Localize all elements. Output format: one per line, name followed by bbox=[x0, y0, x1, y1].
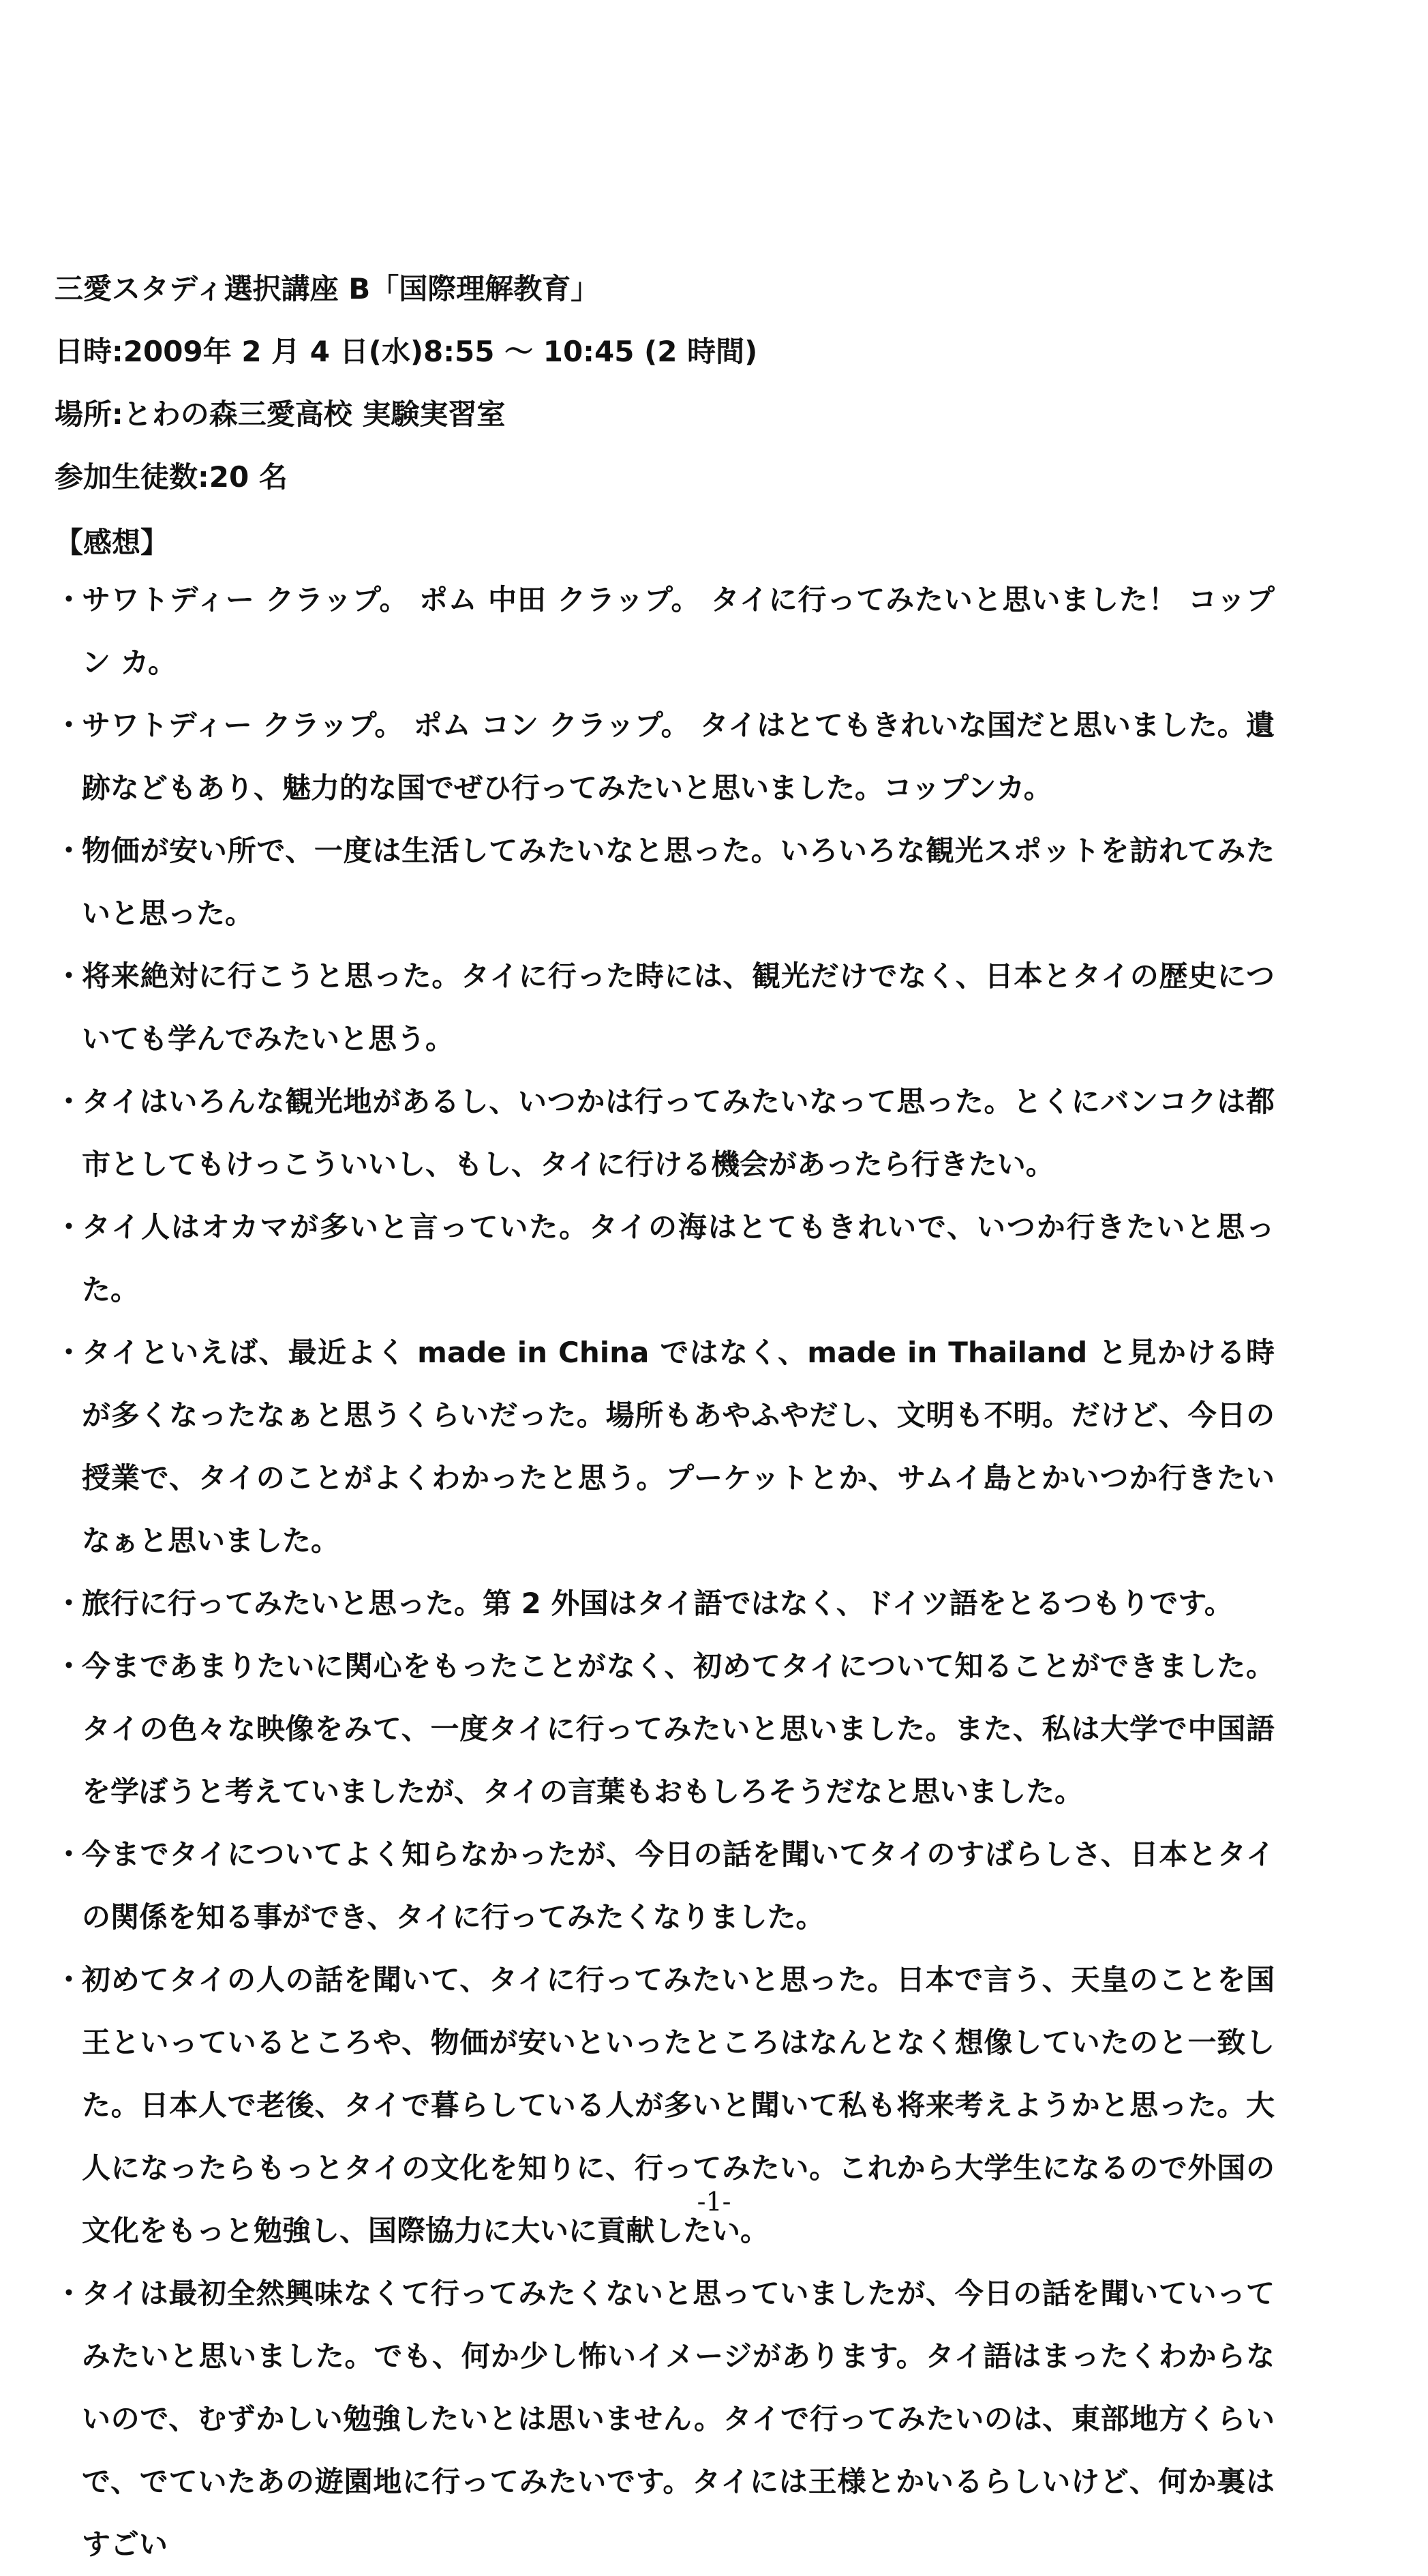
comment-text: 今までタイについてよく知らなかったが、今日の話を聞いてタイのすばらしさ、日本とタイの関係を知る事ができ、タイに行ってみたくなりました。 bbox=[82, 1838, 1275, 1934]
bullet-marker: ・ bbox=[55, 583, 84, 616]
comment-text: 旅行に行ってみたいと思った。第 2 外国はタイ語ではなく、ドイツ語をとるつもりです。 bbox=[82, 1587, 1233, 1620]
impressions-list bbox=[55, 569, 1275, 2576]
bullet-marker: ・ bbox=[55, 2277, 84, 2310]
comment-text: サワトディー クラップ。 ポム 中田 クラップ。 タイに行ってみたいと思いました！ コップン カ。 bbox=[82, 583, 1275, 679]
bullet-marker: ・ bbox=[55, 1587, 84, 1620]
participants-line: 参加生徒数:20 名 bbox=[55, 460, 288, 494]
comment-text: サワトディー クラップ。 ポム コン クラップ。 タイはとてもきれいな国だと思いました。遺跡などもあり、魅力的な国でぜひ行ってみたいと思いました。コップンカ。 bbox=[82, 708, 1275, 805]
document-header bbox=[55, 258, 1350, 509]
comment-item bbox=[55, 1070, 1275, 1196]
comment-item bbox=[55, 2262, 1275, 2576]
bullet-marker: ・ bbox=[55, 1963, 84, 1996]
comment-text: 初めてタイの人の話を聞いて、タイに行ってみたいと思った。日本で言う、天皇のことを国王といっているところや、物価が安いといったところはなんとなく想像していたのと一致した。日本人で老後、タイで暮らしている人が多いと聞いて私も将来考えようかと思った。大人になったらもっとタイの文化を知りに、行ってみたい。これから大学生になるので外国の文化をもっと勉強し、国際協力に大いに貢献したい。 bbox=[82, 1963, 1275, 2247]
comment-text: タイといえば、最近よく made in China ではなく、made in Thailand と見かける時が多くなったなぁと思うくらいだった。場所もあやふやだし、文明も不明。だけど、今日の授業で、タイのことがよくわかったと思う。プーケットとか、サムイ島とかいつか行きたいなぁと思いました。 bbox=[82, 1336, 1275, 1557]
comment-item bbox=[55, 694, 1275, 820]
comment-item bbox=[55, 1321, 1275, 1572]
comment-text: 物価が安い所で、一度は生活してみたいなと思った。いろいろな観光スポットを訪れてみたいと思った。 bbox=[82, 834, 1275, 930]
bullet-marker: ・ bbox=[55, 1649, 84, 1683]
comment-item bbox=[55, 1823, 1275, 1949]
comment-item bbox=[55, 1572, 1275, 1635]
comment-text: タイはいろんな観光地があるし、いつかは行ってみたいなって思った。とくにバンコクは都市としてもけっこういいし、もし、タイに行ける機会があったら行きたい。 bbox=[82, 1085, 1275, 1181]
datetime-line: 日時:2009年 2 月 4 日(水)8:55 ～ 10:45 (2 時間) bbox=[55, 335, 758, 368]
bullet-marker: ・ bbox=[55, 708, 84, 742]
bullet-marker: ・ bbox=[55, 1210, 84, 1244]
bullet-marker: ・ bbox=[55, 1838, 84, 1871]
bullet-marker: ・ bbox=[55, 834, 84, 867]
comment-item bbox=[55, 1635, 1275, 1823]
comment-text: 将来絶対に行こうと思った。タイに行った時には、観光だけでなく、日本とタイの歴史についても学んでみたいと思う。 bbox=[82, 959, 1275, 1055]
comment-item bbox=[55, 569, 1275, 694]
comment-text: タイ人はオカマが多いと言っていた。タイの海はとてもきれいで、いつか行きたいと思った。 bbox=[82, 1210, 1275, 1306]
bullet-marker: ・ bbox=[55, 959, 84, 993]
place-line: 場所:とわの森三愛高校 実験実習室 bbox=[55, 398, 506, 431]
course-title: 三愛スタディ選択講座 B「国際理解教育」 bbox=[55, 272, 600, 305]
bullet-marker: ・ bbox=[55, 1085, 84, 1118]
comment-text: タイは最初全然興味なくて行ってみたくないと思っていましたが、今日の話を聞いていってみたいと思いました。でも、何か少し怖いイメージがあります。タイ語はまったくわからないので、むずかしい勉強したいとは思いません。タイで行ってみたいのは、東部地方くらいで、でていたあの遊園地に行ってみたいです。タイには王様とかいるらしいけど、何か裏はすごい bbox=[82, 2277, 1275, 2561]
bullet-marker: ・ bbox=[55, 1336, 84, 1369]
comment-item bbox=[55, 820, 1275, 945]
comment-item bbox=[55, 1196, 1275, 1321]
comment-item bbox=[55, 945, 1275, 1070]
page-number: -1- bbox=[697, 2187, 731, 2217]
comment-text: 今まであまりたいに関心をもったことがなく、初めてタイについて知ることができました。タイの色々な映像をみて、一度タイに行ってみたいと思いました。また、私は大学で中国語を学ぼうと考えていましたが、タイの言葉もおもしろそうだなと思いました。 bbox=[82, 1649, 1275, 1808]
impressions-heading: 【感想】 bbox=[55, 526, 170, 559]
